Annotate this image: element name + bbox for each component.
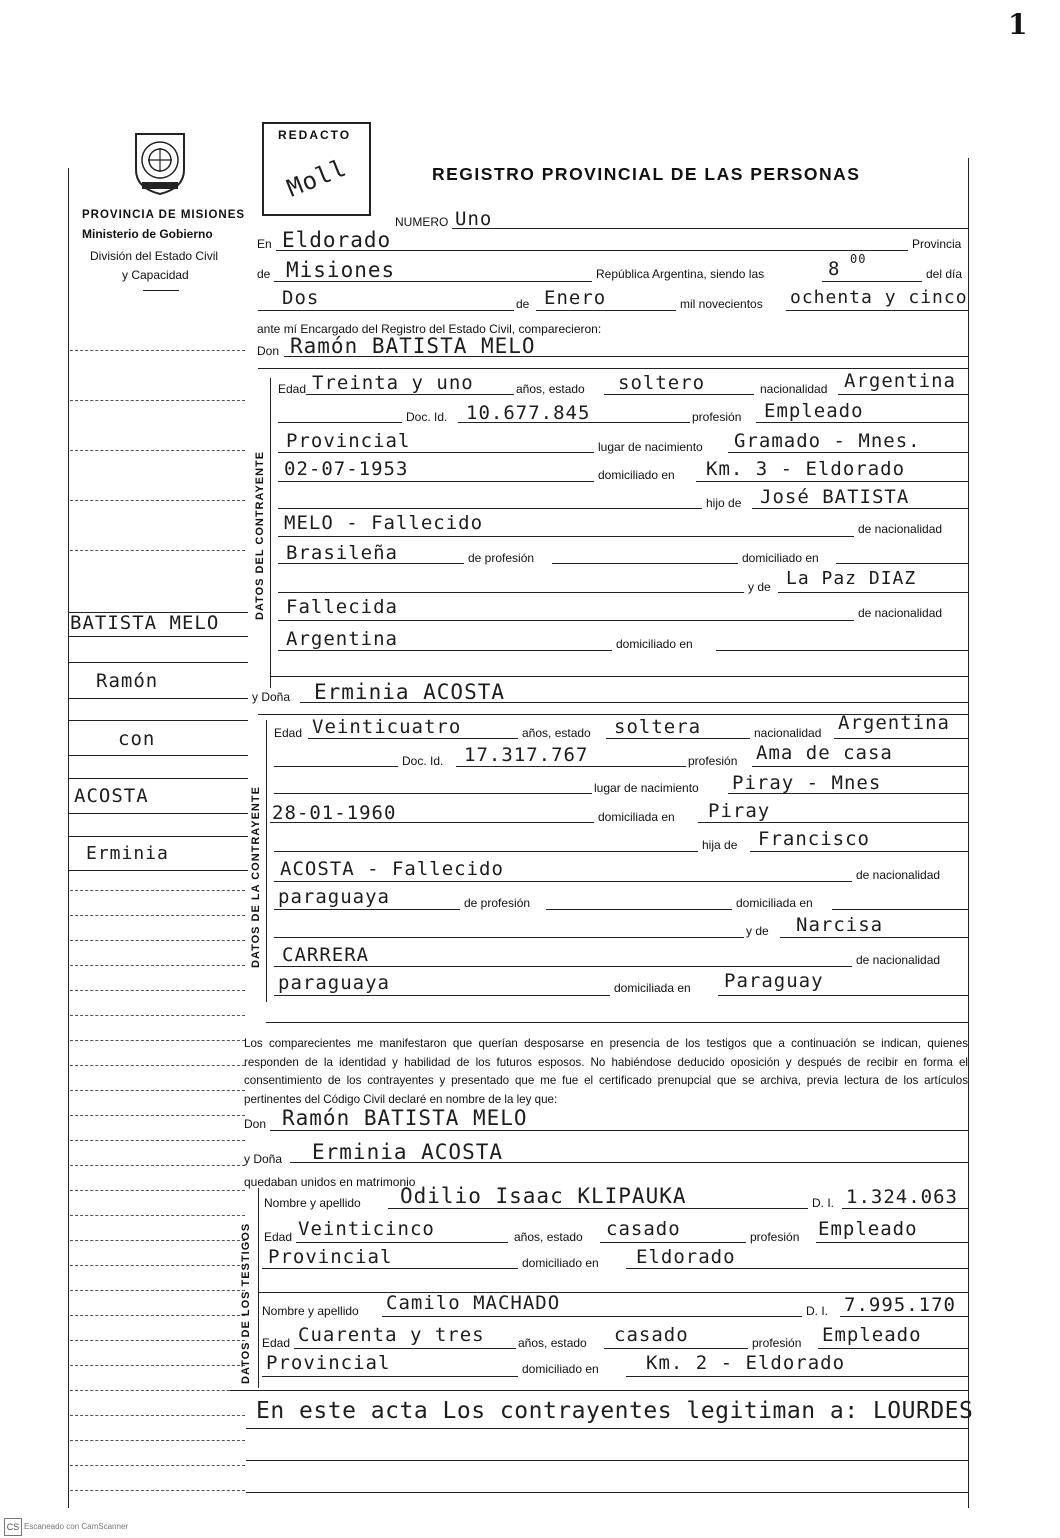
c-madre-nac-value: Argentina xyxy=(286,628,398,650)
dona2-value: Erminia ACOSTA xyxy=(312,1140,504,1164)
final-note: En este acta Los contrayentes legitiman a: LOURDES xyxy=(256,1398,974,1424)
c-lugar-label: lugar de nacimiento xyxy=(598,440,703,454)
c-y-de-label: y de xyxy=(748,580,771,594)
dona2-label: y Doña xyxy=(244,1152,283,1166)
c-padre-nac-label: de nacionalidad xyxy=(858,522,943,536)
t1-nombre-label: Nombre y apellido xyxy=(264,1196,361,1210)
t1-di-value: 1.324.063 xyxy=(846,1186,958,1208)
c-madre-nac-label: de nacionalidad xyxy=(858,606,943,620)
c-edad-label: Edad xyxy=(278,382,307,396)
margin-note-name: Ramón xyxy=(96,670,159,692)
en-label: En xyxy=(257,237,272,251)
a-padre-value: Francisco xyxy=(758,828,870,850)
a-dom-value: Piray xyxy=(708,800,771,822)
stamp-signature: Moll xyxy=(283,153,351,203)
c-fecha-value: 02-07-1953 xyxy=(284,458,409,480)
de-mes-label: de xyxy=(516,297,530,311)
c-edad-value: Treinta y uno xyxy=(312,372,474,394)
c-padre-prof-label: de profesión xyxy=(468,551,535,565)
numero-label: NUMERO xyxy=(395,215,449,229)
t2-prof-value: Empleado xyxy=(822,1324,922,1346)
a-edad-label: Edad xyxy=(274,726,303,740)
t2-estado-value: casado xyxy=(614,1324,689,1346)
quedaban-label: quedaban unidos en matrimonio xyxy=(244,1175,416,1189)
t2-prof-label: profesión xyxy=(752,1336,802,1350)
side-label-contrayenta: DATOS DE LA CONTRAYENTE xyxy=(250,786,262,968)
mil-label: mil novecientos xyxy=(680,297,763,311)
a-madre-dom-value: Paraguay xyxy=(724,970,824,992)
don2-label: Don xyxy=(244,1117,267,1131)
a-hija-label: hija de xyxy=(702,838,738,852)
dia-value: Dos xyxy=(282,287,320,309)
a-lugar-label: lugar de nacimiento xyxy=(594,781,699,795)
c-hijo-label: hijo de xyxy=(706,496,742,510)
margin-note-bride-name: Erminia xyxy=(86,843,169,864)
a-doc-label: Doc. Id. xyxy=(402,754,444,768)
t2-di-label: D. I. xyxy=(806,1304,829,1318)
t2-edad-label: Edad xyxy=(262,1336,291,1350)
don-value: Ramón BATISTA MELO xyxy=(290,334,536,358)
c-prof-label: profesión xyxy=(692,410,742,424)
don2-value: Ramón BATISTA MELO xyxy=(282,1106,528,1130)
a-padre-dom-label: domiciliada en xyxy=(736,896,813,910)
c-prof-value: Empleado xyxy=(764,400,864,422)
c-prof2-value: Provincial xyxy=(286,430,411,452)
t1-dom-label: domiciliado en xyxy=(522,1256,599,1270)
a-prof-value: Ama de casa xyxy=(756,742,893,764)
republica-label: República Argentina, siendo las xyxy=(596,267,765,281)
t2-dom-label: domiciliado en xyxy=(522,1362,599,1376)
a-y-de-label: y de xyxy=(746,924,769,938)
margin-note-con: con xyxy=(118,728,156,750)
c-doc-value: 10.677.845 xyxy=(466,402,591,424)
camscanner-logo-icon: CS xyxy=(4,1518,22,1536)
page-title: REGISTRO PROVINCIAL DE LAS PERSONAS xyxy=(432,164,861,184)
hora-value: 8 xyxy=(828,258,841,280)
a-nac-label: nacionalidad xyxy=(754,726,822,740)
t2-nombre-value: Camilo MACHADO xyxy=(386,1292,561,1314)
a-edad-value: Veinticuatro xyxy=(312,716,462,738)
margin-note-surname: BATISTA MELO xyxy=(70,612,220,634)
t2-di-value: 7.995.170 xyxy=(844,1294,956,1316)
redacto-stamp xyxy=(262,122,371,216)
c-padre2-value: MELO - Fallecido xyxy=(284,512,484,534)
declaration-paragraph: Los comparecientes me manifestaron que querían desposarse en presencia de los testigos que a continuación se indican, quienes responden de la identidad y habilidad de los futuros esposos. No habiéndose deducido oposición y después de recibir en forma el consentimiento de los contrayentes y presentado que me fue el certificado prenupcial que se archiva, previa lectura de los artículos pertinentes del Código Civil declaré en nombre de la ley que: xyxy=(244,1037,968,1106)
anio-value: ochenta y cinco xyxy=(790,287,968,308)
t2-prof2-value: Provincial xyxy=(266,1352,391,1374)
c-madre2-value: Fallecida xyxy=(286,596,398,618)
t1-estado-label: años, estado xyxy=(514,1230,583,1244)
a-padre-prof-label: de profesión xyxy=(464,896,531,910)
a-madre-nac-label: de nacionalidad xyxy=(856,953,941,967)
c-lugar-value: Gramado - Mnes. xyxy=(734,430,921,452)
numero-value: Uno xyxy=(455,208,493,230)
side-label-contrayente: DATOS DEL CONTRAYENTE xyxy=(254,450,266,620)
don-label: Don xyxy=(257,344,280,358)
c-padre-nac-value: Brasileña xyxy=(286,542,398,564)
c-estado-value: soltero xyxy=(618,372,706,394)
de-label: de xyxy=(257,267,271,281)
c-madre-dom-label: domiciliado en xyxy=(616,637,693,651)
en-value: Eldorado xyxy=(282,228,392,252)
t1-prof2-value: Provincial xyxy=(268,1246,393,1268)
a-padre-nac-value: paraguaya xyxy=(278,886,390,908)
a-madre-value: Narcisa xyxy=(796,914,884,936)
c-nac-value: Argentina xyxy=(844,370,956,392)
t1-dom-value: Eldorado xyxy=(636,1246,736,1268)
stamp-label: REDACTO xyxy=(278,128,352,142)
a-doc-value: 17.317.767 xyxy=(464,744,589,766)
a-lugar-value: Piray - Mnes xyxy=(732,772,882,794)
hora-sup-value: 00 xyxy=(850,252,867,266)
ministry-name: Ministerio de Gobierno xyxy=(82,227,213,241)
division-line-2: y Capacidad xyxy=(122,268,189,282)
t1-di-label: D. I. xyxy=(812,1196,835,1210)
t1-edad-label: Edad xyxy=(264,1230,293,1244)
a-estado-value: soltera xyxy=(614,716,702,738)
del-dia-label: del día xyxy=(926,267,963,281)
c-estado-label: años, estado xyxy=(516,382,585,396)
a-prof-label: profesión xyxy=(688,754,738,768)
de-value: Misiones xyxy=(286,258,396,282)
ante-label: ante mí Encargado del Registro del Estado Civil, comparecieron: xyxy=(257,322,602,336)
a-madre2-value: CARRERA xyxy=(282,944,370,966)
c-madre-value: La Paz DIAZ xyxy=(786,568,917,589)
t2-edad-value: Cuarenta y tres xyxy=(298,1324,485,1346)
margin-note-bride-surname: ACOSTA xyxy=(74,785,149,807)
a-dom-label: domiciliada en xyxy=(598,810,675,824)
mes-value: Enero xyxy=(544,287,607,309)
a-madre-dom-label: domiciliada en xyxy=(614,981,691,995)
t2-nombre-label: Nombre y apellido xyxy=(262,1304,359,1318)
a-estado-label: años, estado xyxy=(522,726,591,740)
t1-prof-label: profesión xyxy=(750,1230,800,1244)
a-madre-nac-value: paraguaya xyxy=(278,972,390,994)
a-nac-value: Argentina xyxy=(838,712,950,734)
scanner-watermark: Escaneado con CamScanner xyxy=(24,1522,129,1531)
c-padre-value: José BATISTA xyxy=(760,486,910,508)
provincia-label: Provincia xyxy=(912,237,962,251)
c-dom-label: domiciliado en xyxy=(598,468,675,482)
province-name: PROVINCIA DE MISIONES xyxy=(82,209,246,221)
a-padre-nac-label: de nacionalidad xyxy=(856,868,941,882)
province-emblem-icon xyxy=(128,128,192,196)
c-doc-label: Doc. Id. xyxy=(406,410,448,424)
dona-label: y Doña xyxy=(252,690,291,704)
c-nac-label: nacionalidad xyxy=(760,382,828,396)
c-dom-value: Km. 3 - Eldorado xyxy=(706,458,906,480)
c-padre-dom-label: domiciliado en xyxy=(742,551,819,565)
t1-edad-value: Veinticinco xyxy=(298,1218,435,1240)
t1-estado-value: casado xyxy=(606,1218,681,1240)
a-padre2-value: ACOSTA - Fallecido xyxy=(280,858,504,880)
t1-nombre-value: Odilio Isaac KLIPAUKA xyxy=(400,1184,687,1208)
t2-dom-value: Km. 2 - Eldorado xyxy=(646,1352,846,1374)
page-number: 1 xyxy=(1008,8,1028,41)
division-line-1: División del Estado Civil xyxy=(90,249,219,263)
a-fecha-value: 28-01-1960 xyxy=(272,802,397,824)
dona-value: Erminia ACOSTA xyxy=(314,680,506,704)
t1-prof-value: Empleado xyxy=(818,1218,918,1240)
side-label-testigos: DATOS DE LOS TESTIGOS xyxy=(240,1222,252,1384)
t2-estado-label: años, estado xyxy=(518,1336,587,1350)
